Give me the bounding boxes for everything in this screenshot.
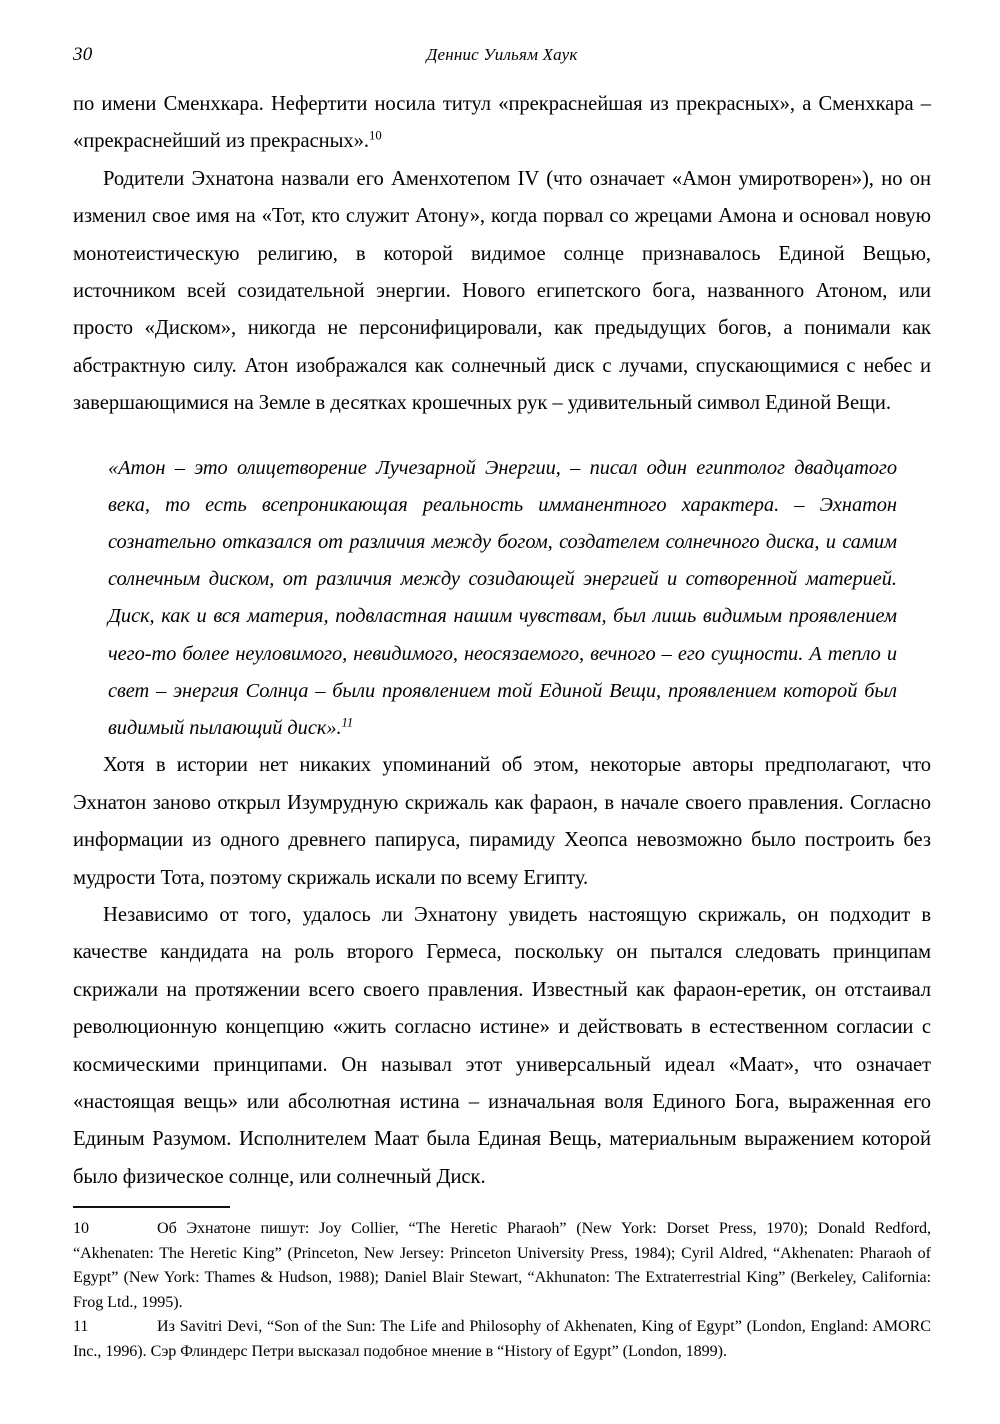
paragraph-emerald-tablet: [73, 747, 931, 897]
paragraph-text: Независимо от того, удалось ли Эхнатону увидеть настоящую скрижаль, он подходит в качестве кандидата на роль второго Гермеса, поскольку он пытался следовать принципам скрижали на протяжении всего своего правления. Известный как фараон-еретик, он отстаивал революционную концепцию «жить согласно истине» и действовать в естественном согласии с космическими принципами. Он называл этот универсальный идеал «Маат», что означает «настоящая вещь» или абсолютная истина – изначальная воля Единого Бога, выраженная его Единым Разумом. Исполнителем Маат была Единая Вещь, материальным выражением которой было физическое солнце, или солнечный Диск.: [73, 903, 931, 1188]
paragraph-akhenaten-name: [73, 161, 931, 423]
footnote-separator-rule: [73, 1206, 230, 1208]
paragraph-text: Хотя в истории нет никаких упоминаний об этом, некоторые авторы предполагают, что Эхнатон заново открыл Изумрудную скрижаль как фараон, в начале своего правления. Согласно информации из одного древнего папируса, пирамиду Хеопса невозможно было построить без мудрости Тота, поэтому скрижаль искали по всему Египту.: [73, 754, 931, 889]
blockquote-aton: [73, 450, 931, 748]
footnote-item-10: [73, 1217, 931, 1315]
footnote-reference-10[interactable]: 10: [369, 129, 382, 143]
blockquote-body: «Атон – это олицетворение Лучезарной Энергии, – писал один египтолог двадцатого века, то есть всепроникающая реальность имманентного характера. – Эхнатон сознательно отказался от различия между богом, создателем солнечного диска, и самим солнечным диском, от различия между созидающей энергией и сотворенной материей. Диск, как и вся материя, подвластная нашим чувствам, был лишь видимым проявлением чего-то более неуловимого, невидимого, неосязаемого, вечного – его сущности. А тепло и свет – энергия Солнца – были проявлением той Единой Вещи, проявлением которой был видимый пылающий диск».: [108, 456, 897, 740]
footnote-text: Об Эхнатоне пишут: Joy Collier, “The Heretic Pharaoh” (New York: Dorset Press, 1970); Donald Redford, “Akhenaten: The Heretic King” (Princeton, New Jersey: Princeton University Press, 1984); Cyril Aldred, “Akhenaten: Pharaoh of Egypt” (New York: Thames & Hudson, 1988); Daniel Blair Stewart, “Akhunaton: The Extraterrestrial King” (Berkeley, California: Frog Ltd., 1995).: [73, 1220, 931, 1311]
paragraph-smenkhkare: [73, 86, 931, 161]
footnote-area: [73, 1206, 931, 1365]
blockquote-text: [108, 450, 897, 748]
footnote-reference-11[interactable]: 11: [341, 715, 354, 730]
paragraph-text: Родители Эхнатона назвали его Аменхотепом IV (что означает «Амон умиротворен»), но он изменил свое имя на «Тот, кто служит Атону», когда порвал со жрецами Амона и основал новую монотеистическую религию, в которой видимое солнце признавалось Единой Вещью, источником всей созидательной энергии. Нового египетского бога, названного Атоном, или просто «Диском», никогда не персонифицировали, как предыдущих богов, а понимали как абстрактную силу. Атон изображался как солнечный диск с лучами, спускающимися с небес и завершающимися на Земле в десятках крошечных рук – удивительный символ Единой Вещи.: [73, 167, 931, 415]
footnote-text: Из Savitri Devi, “Son of the Sun: The Life and Philosophy of Akhenaten, King of Egypt” (London, England: AMORC Inc., 1996). Сэр Флиндерс Петри высказал подобное мнение в “History of Egypt” (London, 1899).: [73, 1318, 931, 1360]
footnote-item-11: [73, 1315, 931, 1364]
page-number: 30: [73, 44, 93, 65]
footnote-number: 10: [73, 1220, 89, 1237]
paragraph-text: по имени Сменхкара. Нефертити носила титул «прекраснейшая из прекрасных», а Сменхкара – «прекраснейший из прекрасных».: [73, 93, 931, 153]
running-title: Деннис Уильям Хаук: [426, 45, 578, 64]
body-text-block: [73, 86, 931, 1196]
footnote-number: 11: [73, 1318, 89, 1336]
paragraph-second-hermes: [73, 897, 931, 1196]
running-head: [73, 42, 931, 68]
